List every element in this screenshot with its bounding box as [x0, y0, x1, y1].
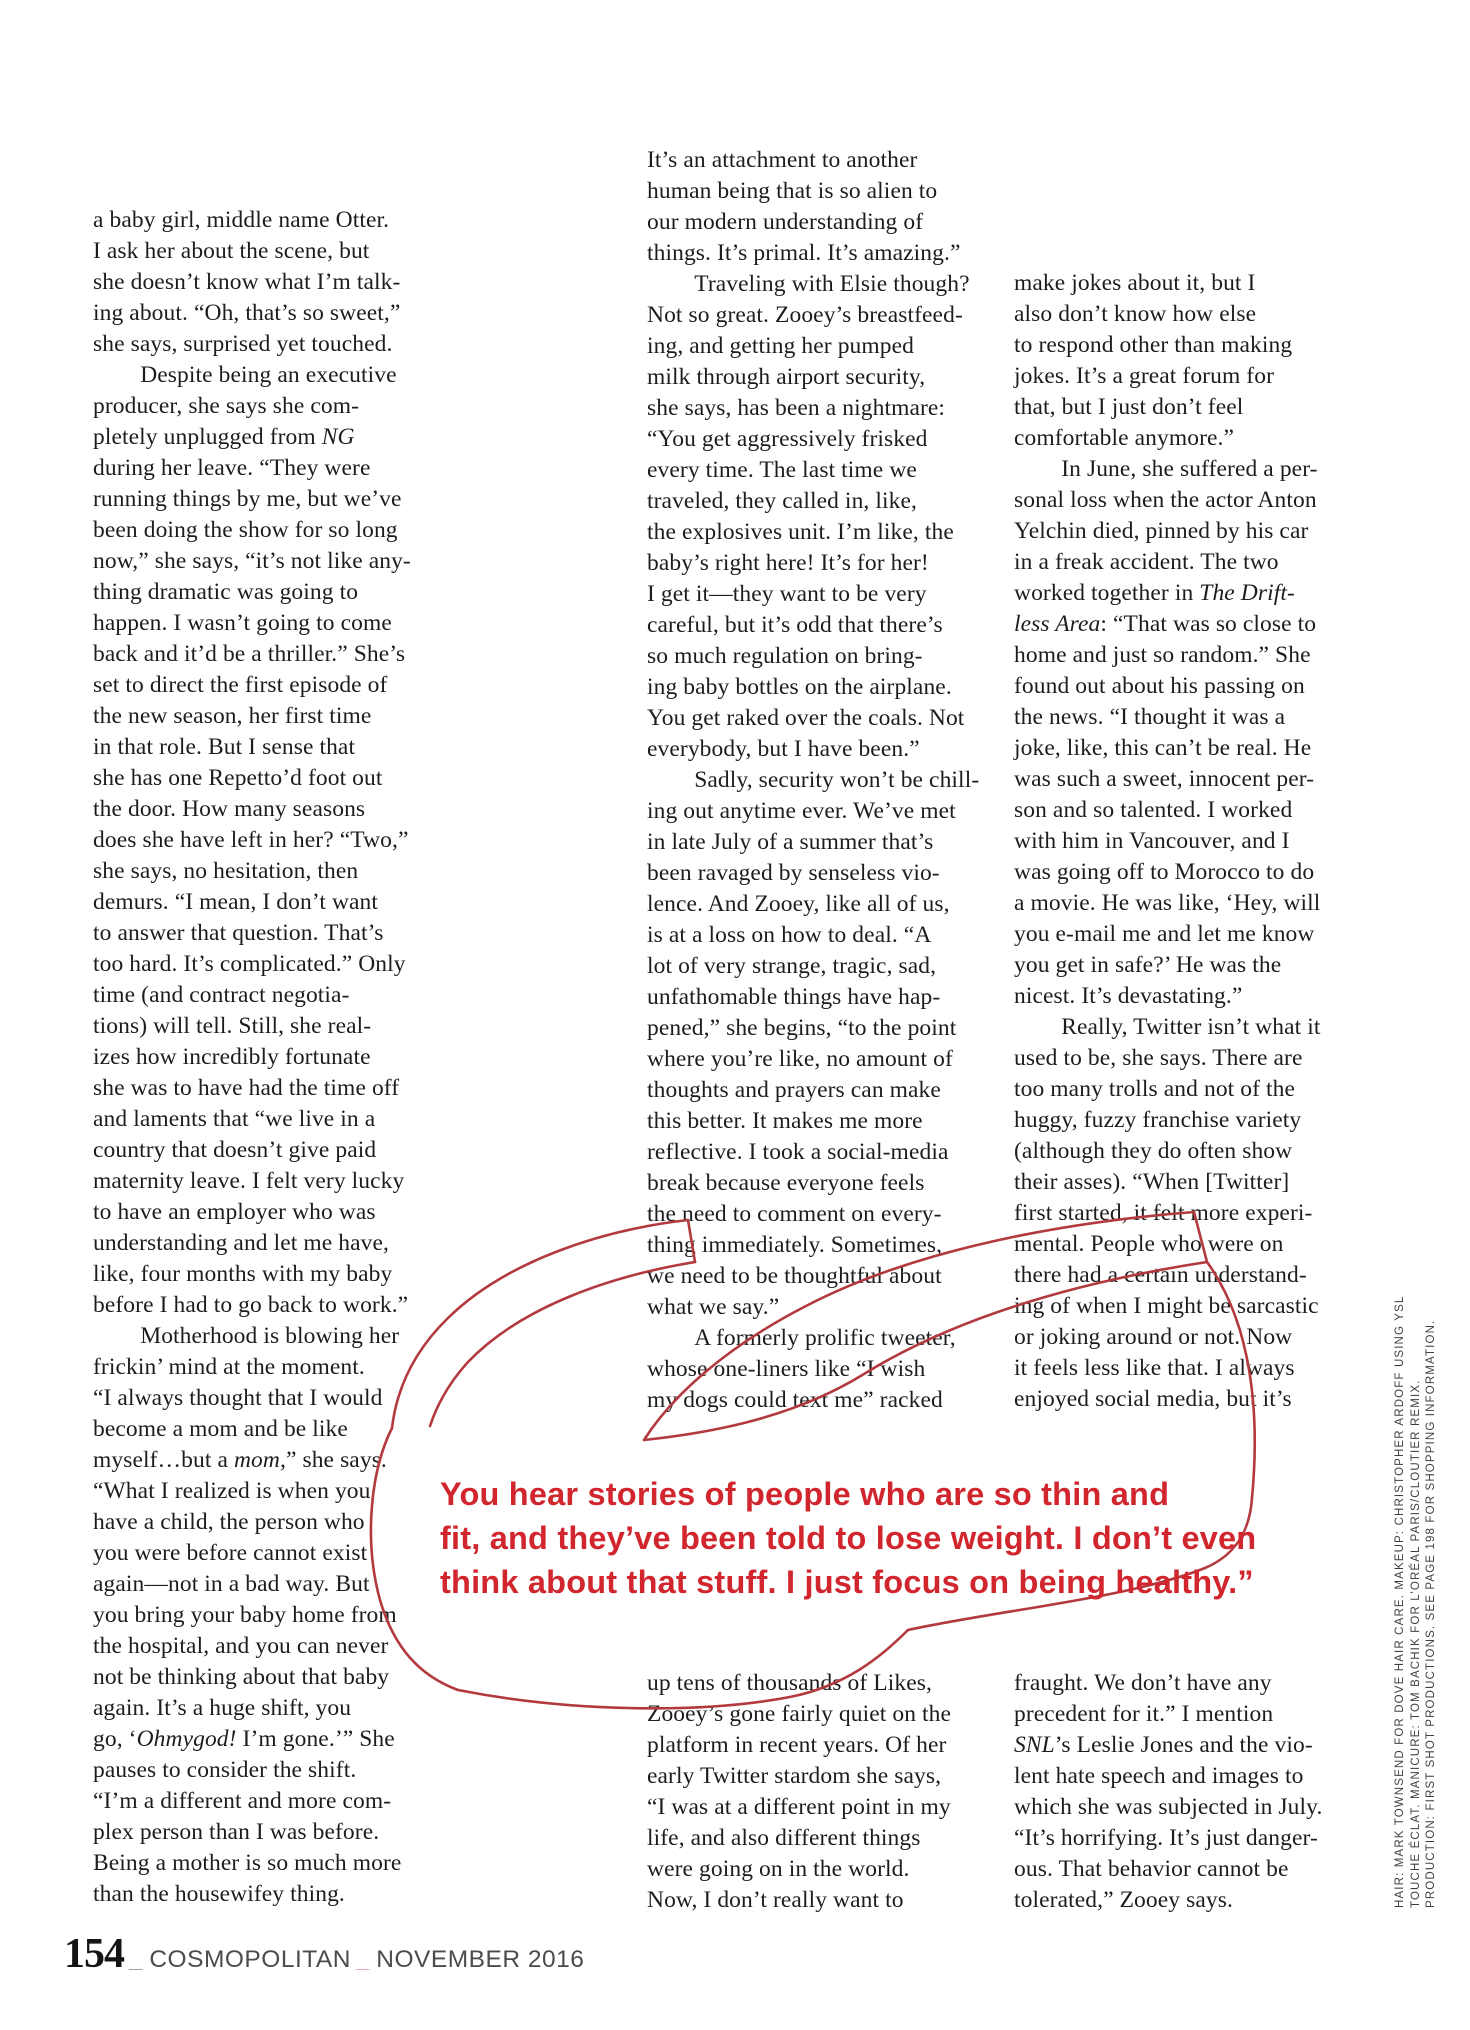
doodle-left-horn-outer	[392, 1220, 688, 1428]
footer-separator-1: _	[129, 1946, 143, 1973]
article-column-right-bottom: fraught. We don’t have any precedent for it.” I mention SNL’s Leslie Jones and the vio- lent hate speech and images to which she was subjected in July. “It’s horrifying. It’s just danger- ous. That behavior cannot be tolerated,” Zooey says.	[1014, 1670, 1323, 1913]
article-column-left: a baby girl, middle name Otter. I ask her about the scene, but she doesn’t know what I’m talk- ing about. “Oh, that’s so sweet,” she says, surprised yet touched. Despite being an executive producer, she says she com- pletely unplugged from NG during her leave. “They were running things by me, but we’ve been doing the show for so long now,” she says, “it’s not like any- thing dramatic was going to happen. I wasn’t going to come back and it’d be a thriller.” She’s set to direct the first episode of the new season, her first time in that role. But I sense that she has one Repetto’d foot out the door. How many seasons does she have left in her? “Two,” she says, no hesitation, then demurs. “I mean, I don’t want to answer that question. That’s too hard. It’s complicated.” Only time (and contract negotia- tions) will tell. Still, she real- izes how incredibly fortunate she was to have had the time off and laments that “we live in a country that doesn’t give paid maternity leave. I felt very lucky to have an employer who was understanding and let me have, like, four months with my baby before I had to go back to work.” Motherhood is blowing her frickin’ mind at the moment. “I always thought that I would become a mom and be like myself…but a mom,” she says. “What I realized is when you have a child, the person who you were before cannot exist again—not in a bad way. But you bring your baby home from the hospital, and you can never not be thinking about that baby again. It’s a huge shift, you go, ‘Ohmygod! I’m gone.’” She pauses to consider the shift. “I’m a different and more com- plex person than I was before. Being a mother is so much more than the housewifey thing.	[93, 207, 411, 1907]
magazine-name: COSMOPOLITAN	[149, 1946, 351, 1973]
footer-separator-2: _	[355, 1946, 370, 1973]
photo-credits: HAIR: MARK TOWNSEND FOR DOVE HAIR CARE. MAKEUP: CHRISTOPHER ARDOFF USING YSL TOUCHE ÉCLAT. MANICURE: TOM BACHIK FOR L’ORÉAL PARIS/CLOUTIER REMIX. PRODUCTION: FIRST SHOT PRODUCTIONS. SEE PAGE 198 FOR SHOPPING INFORMATION.	[1394, 1295, 1437, 1908]
pull-quote: You hear stories of people who are so thin and fit, and they’ve been told to lose weight. I don’t even think about that stuff. I just focus on being healthy.”	[440, 1476, 1257, 1600]
page-number: 154	[64, 1931, 124, 1977]
article-column-right-top: make jokes about it, but I also don’t know how else to respond other than making jokes. It’s a great forum for that, but I just don’t feel comfortable anymore.” In June, she suffered a per- sonal loss when the actor Anton Yelchin died, pinned by his car in a freak accident. The two worked together in The Drift- less Area: “That was so close to home and just so random.” She found out about his passing on the news. “I thought it was a joke, like, this can’t be real. He was such a sweet, innocent per- son and so talented. I worked with him in Vancouver, and I was going off to Morocco to do a movie. He was like, ‘Hey, will you e-mail me and let me know you get in safe?’ He was the nicest. It’s devastating.” Really, Twitter isn’t what it used to be, she says. There are too many trolls and not of the huggy, fuzzy franchise variety (although they do often show their asses). “When [Twitter] first started, it felt more experi- mental. People who were on there had a certain understand- ing of when I might be sarcastic or joking around or not. Now it feels less like that. I always enjoyed social media, but it’s	[1014, 270, 1321, 1412]
article-column-middle-bottom: up tens of thousands of Likes, Zooey’s gone fairly quiet on the platform in recent years. Of her early Twitter stardom she says, “I was at a different point in my life, and also different things were going on in the world. Now, I don’t really want to	[647, 1670, 952, 1913]
page-footer	[64, 1930, 584, 1978]
issue-date: NOVEMBER 2016	[376, 1946, 585, 1973]
article-column-middle-top: It’s an attachment to another human being that is so alien to our modern understanding of things. It’s primal. It’s amazing.” Traveling with Elsie though? Not so great. Zooey’s breastfeed- ing, and getting her pumped milk through airport security, she says, has been a nightmare: “You get aggressively frisked every time. The last time we traveled, they called in, like, the explosives unit. I’m like, the baby’s right here! It’s for her! I get it—they want to be very careful, but it’s odd that there’s so much regulation on bring- ing baby bottles on the airplane. You get raked over the coals. Not everybody, but I have been.” Sadly, security won’t be chill- ing out anytime ever. We’ve met in late July of a summer that’s been ravaged by senseless vio- lence. And Zooey, like all of us, is at a loss on how to deal. “A lot of very strange, tragic, sad, unfathomable things have hap- pened,” she begins, “to the point where you’re like, no amount of thoughts and prayers can make this better. It makes me more reflective. I took a social-media break because everyone feels the need to comment on every- thing immediately. Sometimes, we need to be thoughtful about what we say.” A formerly prolific tweeter, whose one-liners like “I wish my dogs could text me” racked	[647, 147, 980, 1413]
